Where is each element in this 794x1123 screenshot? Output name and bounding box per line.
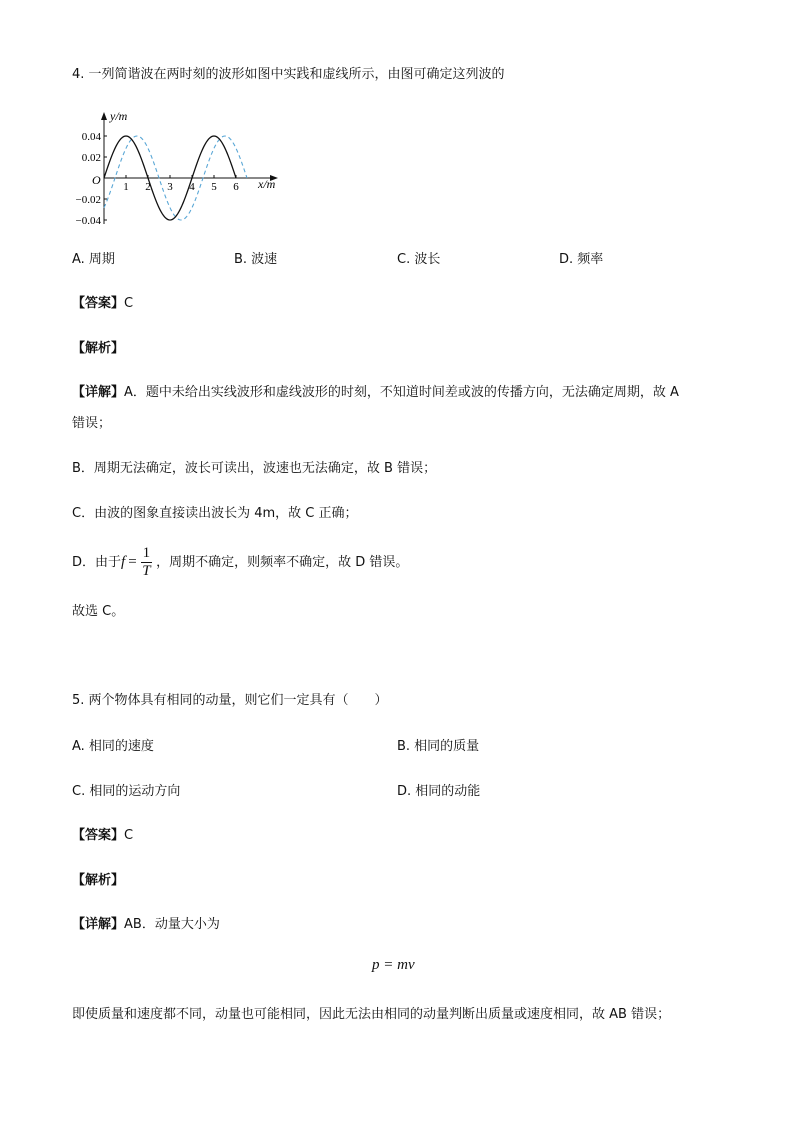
answer-tag: 【答案】 bbox=[72, 296, 125, 311]
q5-answer bbox=[72, 827, 133, 845]
q4-conclusion: 故选 C。 bbox=[72, 604, 125, 619]
question-4-stem: 4. 一列简谐波在两时刻的波形如图中实践和虚线所示，由图可确定这列波的 bbox=[72, 67, 505, 82]
formula-fraction bbox=[141, 545, 153, 580]
q5-detail-ab-cont: 即使质量和速度都不同，动量也可能相同，因此无法由相同的动量判断出质量或速度相同，故 AB 错误； bbox=[72, 1007, 671, 1022]
q4-option-d: D. 频率 bbox=[559, 252, 604, 267]
detail-d-suffix: ，周期不确定，则频率不确定，故 D 错误。 bbox=[156, 555, 409, 570]
x-tick-label: 5 bbox=[211, 181, 217, 193]
q5-analysis-tag: 【解析】 bbox=[72, 873, 125, 888]
q4-answer bbox=[72, 295, 133, 313]
y-axis-label: y/m bbox=[110, 109, 128, 123]
fraction-denominator: T bbox=[142, 563, 151, 579]
y-axis-arrow bbox=[101, 112, 107, 120]
q4-option-c: C. 波长 bbox=[397, 252, 441, 267]
detail-ab-text: AB．动量大小为 bbox=[124, 917, 220, 932]
q4-detail-a-cont: 错误； bbox=[72, 416, 112, 431]
question-5-stem: 5. 两个物体具有相同的动量，则它们一定具有（ ） bbox=[72, 693, 388, 708]
q4-analysis-tag: 【解析】 bbox=[72, 341, 125, 356]
x-tick-label: 3 bbox=[167, 181, 173, 193]
detail-tag: 【详解】 bbox=[72, 385, 125, 400]
q5-detail-ab bbox=[72, 916, 220, 934]
y-tick-label: 0.02 bbox=[81, 152, 101, 164]
answer-tag: 【答案】 bbox=[72, 828, 125, 843]
detail-a-text: A．题中未给出实线波形和虚线波形的时刻，不知道时间差或波的传播方向，无法确定周期，故 A bbox=[124, 385, 679, 400]
x-tick-label: 2 bbox=[145, 181, 151, 193]
q5-option-d: D. 相同的动能 bbox=[397, 784, 481, 799]
detail-tag: 【详解】 bbox=[72, 917, 125, 932]
x-axis-label: x/m bbox=[258, 177, 276, 191]
y-tick-label: 0.04 bbox=[81, 131, 101, 143]
answer-value: C bbox=[124, 828, 134, 843]
x-tick-label: 4 bbox=[189, 181, 195, 193]
q4-detail-b: B．周期无法确定，波长可读出，波速也无法确定，故 B 错误； bbox=[72, 461, 437, 476]
formula-f: f bbox=[121, 554, 126, 570]
momentum-formula: p = mv bbox=[372, 957, 415, 973]
q4-detail-d bbox=[72, 542, 408, 583]
x-tick-label: 6 bbox=[233, 181, 239, 193]
answer-value: C bbox=[124, 296, 134, 311]
q5-option-c: C. 相同的运动方向 bbox=[72, 784, 181, 799]
origin-label: O bbox=[92, 173, 101, 187]
q4-detail-c: C．由波的图象直接读出波长为 4m，故 C 正确； bbox=[72, 506, 358, 521]
formula-equals: = bbox=[128, 554, 137, 570]
q4-option-b: B. 波速 bbox=[234, 252, 278, 267]
wave-figure bbox=[72, 104, 292, 228]
fraction-numerator: 1 bbox=[142, 545, 151, 561]
y-tick-label: −0.02 bbox=[75, 194, 101, 206]
q5-option-a: A. 相同的速度 bbox=[72, 739, 154, 754]
q5-option-b: B. 相同的质量 bbox=[397, 739, 480, 754]
q4-detail-a bbox=[72, 384, 679, 402]
q4-option-a: A. 周期 bbox=[72, 252, 115, 267]
x-tick-label: 1 bbox=[123, 181, 129, 193]
detail-d-prefix: D．由于 bbox=[72, 555, 122, 570]
y-tick-label: −0.04 bbox=[75, 215, 101, 227]
